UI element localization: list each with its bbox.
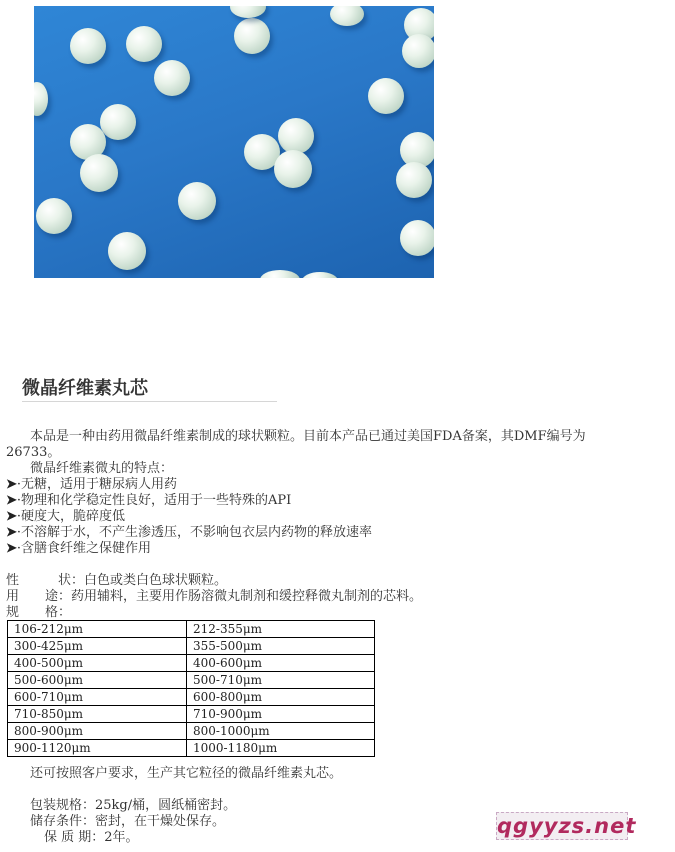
feature-list (6, 477, 372, 557)
spec-cell: 900-1120μm (8, 740, 187, 757)
spec-label: 规 格： (6, 605, 72, 620)
spec-cell: 400-600μm (187, 655, 375, 672)
table-row (8, 672, 375, 689)
product-photo (34, 6, 434, 278)
spec-cell: 500-600μm (8, 672, 187, 689)
pellet (234, 18, 270, 54)
table-row (8, 621, 375, 638)
feature-item: ➤·不溶解于水，不产生渗透压，不影响包衣层内药物的释放速率 (6, 525, 373, 540)
pellet (278, 118, 314, 154)
spec-cell: 800-900μm (8, 723, 187, 740)
table-row (8, 638, 375, 655)
spec-cell: 355-500μm (187, 638, 375, 655)
pellet (230, 6, 266, 18)
table-row (8, 723, 375, 740)
spec-cell: 500-710μm (187, 672, 375, 689)
pellet (368, 78, 404, 114)
storage-conditions: 储存条件：密封，在干燥处保存。 (30, 814, 226, 829)
spec-cell: 800-1000μm (187, 723, 375, 740)
arrow-bullet-icon: ➤ (6, 493, 17, 508)
spec-cell: 212-355μm (187, 621, 375, 638)
pellet (274, 150, 312, 188)
watermark-logo: qgyyzs.net (497, 814, 637, 838)
pellet (126, 26, 162, 62)
spec-cell: 710-900μm (187, 706, 375, 723)
pellet (396, 162, 432, 198)
table-row (8, 706, 375, 723)
feature-item: ➤·含膳食纤维之保健作用 (6, 541, 152, 556)
pellet (70, 28, 106, 64)
spec-cell: 106-212μm (8, 621, 187, 638)
pellet (108, 232, 146, 270)
spec-cell: 1000-1180μm (187, 740, 375, 757)
pellet (178, 182, 216, 220)
pellet (36, 198, 72, 234)
pellet (154, 60, 190, 96)
appearance-property: 性 状：白色或类白色球状颗粒。 (6, 573, 228, 588)
arrow-bullet-icon: ➤ (6, 477, 17, 492)
pellet (80, 154, 118, 192)
feature-item: ➤·硬度大，脆碎度低 (6, 509, 126, 524)
spec-cell: 300-425μm (8, 638, 187, 655)
pellet (400, 220, 434, 256)
feature-item: ➤·物理和化学稳定性良好，适用于一些特殊的API (6, 493, 292, 508)
table-row (8, 740, 375, 757)
intro-line-1: 本品是一种由药用微晶纤维素制成的球状颗粒。目前本产品已通过美国FDA备案，其DMF编号为 (30, 429, 586, 444)
spec-cell: 600-710μm (8, 689, 187, 706)
intro-line-2: 26733。 (6, 445, 61, 460)
pellet (402, 34, 434, 68)
title-divider (22, 401, 277, 402)
pellet (34, 82, 48, 116)
arrow-bullet-icon: ➤ (6, 525, 17, 540)
features-heading: 微晶纤维素微丸的特点： (30, 461, 174, 476)
shelf-life: 保 质 期：2年。 (44, 830, 139, 845)
table-row (8, 689, 375, 706)
feature-item: ➤·无糖，适用于糖尿病人用药 (6, 477, 178, 492)
pellet (330, 6, 364, 26)
table-row (8, 655, 375, 672)
spec-cell: 710-850μm (8, 706, 187, 723)
custom-note: 还可按照客户要求，生产其它粒径的微晶纤维素丸芯。 (30, 766, 343, 781)
spec-cell: 600-800μm (187, 689, 375, 706)
pellet (302, 272, 338, 278)
spec-cell: 400-500μm (8, 655, 187, 672)
spec-table (7, 620, 375, 757)
arrow-bullet-icon: ➤ (6, 509, 17, 524)
usage-property: 用 途：药用辅料，主要用作肠溶微丸制剂和缓控释微丸制剂的芯料。 (6, 589, 423, 604)
packaging-spec: 包装规格：25kg/桶，圆纸桶密封。 (30, 798, 237, 813)
arrow-bullet-icon: ➤ (6, 541, 17, 556)
page-title: 微晶纤维素丸芯 (22, 378, 148, 399)
pellet (100, 104, 136, 140)
pellet (260, 270, 300, 278)
